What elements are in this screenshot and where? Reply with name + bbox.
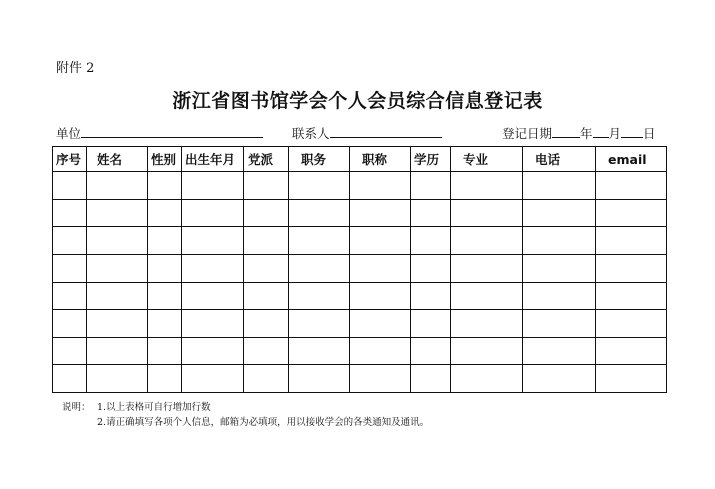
table-cell[interactable] xyxy=(87,227,148,255)
table-cell[interactable] xyxy=(244,199,289,227)
table-cell[interactable] xyxy=(350,282,411,310)
contact-field xyxy=(292,124,442,142)
table-cell[interactable] xyxy=(350,365,411,393)
table-cell[interactable] xyxy=(350,172,411,200)
table-cell[interactable] xyxy=(523,365,596,393)
col-header-birth: 出生年月 xyxy=(182,147,244,172)
table-row xyxy=(53,254,667,282)
month-label: 月 xyxy=(608,126,622,141)
table-cell[interactable] xyxy=(53,310,87,338)
table-cell[interactable] xyxy=(411,365,451,393)
table-row xyxy=(53,227,667,255)
table-cell[interactable] xyxy=(350,227,411,255)
table-cell[interactable] xyxy=(350,337,411,365)
col-header-name: 姓名 xyxy=(87,147,148,172)
table-cell[interactable] xyxy=(596,282,667,310)
col-header-email: email xyxy=(596,147,667,172)
table-cell[interactable] xyxy=(411,282,451,310)
table-cell[interactable] xyxy=(451,337,523,365)
note-item-1: 1.以上表格可自行增加行数 xyxy=(97,402,211,413)
date-field xyxy=(502,124,656,142)
table-cell[interactable] xyxy=(451,254,523,282)
table-cell[interactable] xyxy=(87,172,148,200)
table-cell[interactable] xyxy=(289,254,350,282)
table-cell[interactable] xyxy=(244,172,289,200)
table-cell[interactable] xyxy=(523,172,596,200)
unit-field xyxy=(56,124,263,142)
table-cell[interactable] xyxy=(87,337,148,365)
table-cell[interactable] xyxy=(451,227,523,255)
table-cell[interactable] xyxy=(451,282,523,310)
table-cell[interactable] xyxy=(523,199,596,227)
table-cell[interactable] xyxy=(148,227,182,255)
table-cell[interactable] xyxy=(53,254,87,282)
table-cell[interactable] xyxy=(87,199,148,227)
table-row xyxy=(53,282,667,310)
table-cell[interactable] xyxy=(53,199,87,227)
table-cell[interactable] xyxy=(53,365,87,393)
table-cell[interactable] xyxy=(596,310,667,338)
table-cell[interactable] xyxy=(53,172,87,200)
table-cell[interactable] xyxy=(244,365,289,393)
header-row xyxy=(53,147,667,172)
notes-label: 说明： xyxy=(62,402,91,413)
table-cell[interactable] xyxy=(523,254,596,282)
table-cell[interactable] xyxy=(350,199,411,227)
table-cell[interactable] xyxy=(148,310,182,338)
table-cell[interactable] xyxy=(451,310,523,338)
registration-table xyxy=(52,146,667,393)
table-cell[interactable] xyxy=(411,227,451,255)
table-cell[interactable] xyxy=(523,337,596,365)
table-cell[interactable] xyxy=(596,172,667,200)
table-cell[interactable] xyxy=(53,282,87,310)
table-cell[interactable] xyxy=(289,310,350,338)
table-cell[interactable] xyxy=(350,254,411,282)
table-cell[interactable] xyxy=(244,282,289,310)
table-cell[interactable] xyxy=(87,282,148,310)
table-cell[interactable] xyxy=(182,254,244,282)
table-cell[interactable] xyxy=(523,310,596,338)
table-cell[interactable] xyxy=(87,365,148,393)
contact-label: 联系人 xyxy=(292,126,330,141)
year-label: 年 xyxy=(580,126,593,141)
unit-blank[interactable] xyxy=(81,124,263,138)
month-blank[interactable] xyxy=(593,124,609,138)
col-header-education: 学历 xyxy=(411,147,451,172)
table-cell[interactable] xyxy=(596,254,667,282)
table-row xyxy=(53,199,667,227)
table-cell[interactable] xyxy=(148,365,182,393)
table-cell[interactable] xyxy=(523,282,596,310)
col-header-party: 党派 xyxy=(244,147,289,172)
table-cell[interactable] xyxy=(411,337,451,365)
table-cell[interactable] xyxy=(87,310,148,338)
table-cell[interactable] xyxy=(53,227,87,255)
table-cell[interactable] xyxy=(244,337,289,365)
notes xyxy=(62,400,429,430)
table-cell[interactable] xyxy=(411,310,451,338)
table-cell[interactable] xyxy=(53,337,87,365)
table-cell[interactable] xyxy=(148,254,182,282)
table-cell[interactable] xyxy=(182,227,244,255)
table-cell[interactable] xyxy=(596,337,667,365)
table-cell[interactable] xyxy=(289,172,350,200)
table-cell[interactable] xyxy=(182,365,244,393)
page-title: 浙江省图书馆学会个人会员综合信息登记表 xyxy=(172,90,543,112)
table-cell[interactable] xyxy=(411,172,451,200)
table-cell[interactable] xyxy=(182,172,244,200)
table-cell[interactable] xyxy=(411,199,451,227)
table-cell[interactable] xyxy=(244,227,289,255)
unit-label: 单位 xyxy=(56,126,82,141)
note-item-2: 2.请正确填写各项个人信息，邮箱为必填项，用以接收学会的各类通知及通讯。 xyxy=(97,417,430,428)
table-cell[interactable] xyxy=(596,227,667,255)
table-body xyxy=(53,172,667,393)
table-cell[interactable] xyxy=(451,172,523,200)
table-cell[interactable] xyxy=(148,172,182,200)
day-label: 日 xyxy=(643,126,656,141)
table-cell[interactable] xyxy=(182,337,244,365)
table-cell[interactable] xyxy=(182,282,244,310)
table-cell[interactable] xyxy=(289,365,350,393)
year-blank[interactable] xyxy=(552,124,580,138)
date-label: 登记日期 xyxy=(502,126,553,141)
table-cell[interactable] xyxy=(411,254,451,282)
table-cell[interactable] xyxy=(244,254,289,282)
table-cell[interactable] xyxy=(289,199,350,227)
table-row xyxy=(53,310,667,338)
table-cell[interactable] xyxy=(148,199,182,227)
table-row xyxy=(53,365,667,393)
contact-blank[interactable] xyxy=(330,124,442,138)
table-cell[interactable] xyxy=(182,199,244,227)
col-header-post: 职务 xyxy=(289,147,350,172)
table-cell[interactable] xyxy=(87,254,148,282)
table-cell[interactable] xyxy=(182,310,244,338)
table-cell[interactable] xyxy=(523,227,596,255)
table-cell[interactable] xyxy=(289,282,350,310)
attachment-label: 附件 2 xyxy=(56,61,95,76)
table-cell[interactable] xyxy=(244,310,289,338)
col-header-major: 专业 xyxy=(451,147,523,172)
table-row xyxy=(53,337,667,365)
col-header-gender: 性别 xyxy=(148,147,182,172)
col-header-no: 序号 xyxy=(53,147,87,172)
table-cell[interactable] xyxy=(596,199,667,227)
col-header-professional-title: 职称 xyxy=(350,147,411,172)
day-blank[interactable] xyxy=(621,124,643,138)
table-row xyxy=(53,172,667,200)
table-cell[interactable] xyxy=(350,310,411,338)
table-cell[interactable] xyxy=(451,365,523,393)
table-cell[interactable] xyxy=(289,337,350,365)
table-cell[interactable] xyxy=(148,282,182,310)
table-cell[interactable] xyxy=(596,365,667,393)
table-cell[interactable] xyxy=(148,337,182,365)
table-cell[interactable] xyxy=(451,199,523,227)
table-cell[interactable] xyxy=(289,227,350,255)
col-header-phone: 电话 xyxy=(523,147,596,172)
